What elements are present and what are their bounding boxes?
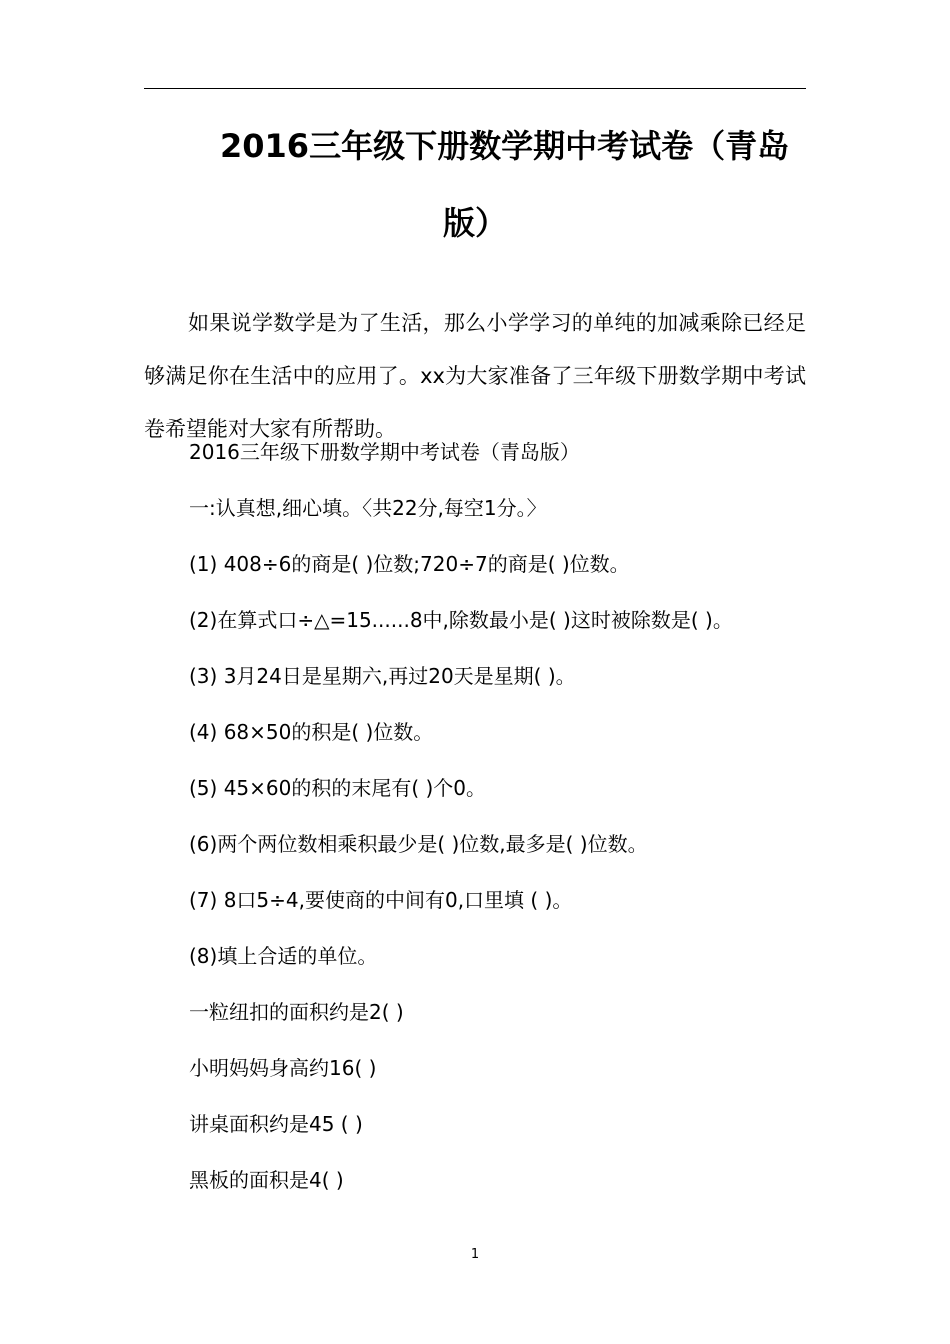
- question-list: [189, 434, 806, 1218]
- question-line: 讲桌面积约是45 ( ): [189, 1112, 363, 1136]
- subtitle-line: 2016三年级下册数学期中考试卷（青岛版）: [189, 440, 580, 464]
- question-line: (5) 45×60的积的末尾有( )个0。: [189, 776, 487, 800]
- question-line: (8)填上合适的单位。: [189, 944, 378, 968]
- question-line: 一粒纽扣的面积约是2( ): [189, 1000, 404, 1024]
- question-line: (1) 408÷6的商是( )位数;720÷7的商是( )位数。: [189, 552, 630, 576]
- question-line: 黑板的面积是4( ): [189, 1168, 344, 1192]
- header-rule: [144, 88, 806, 89]
- section-heading: 一:认真想,细心填。〈共22分,每空1分。〉: [189, 496, 547, 520]
- page-number: 1: [470, 1247, 480, 1262]
- question-line: (3) 3月24日是星期六,再过20天是星期( )。: [189, 664, 576, 688]
- document-title-line-2: 版）: [442, 204, 507, 242]
- question-line: (7) 8口5÷4,要使商的中间有0,口里填 ( )。: [189, 888, 573, 912]
- question-line: (6)两个两位数相乘积最少是( )位数,最多是( )位数。: [189, 832, 648, 856]
- intro-paragraph: 如果说学数学是为了生活，那么小学学习的单纯的加减乘除已经足够满足你在生活中的应用了。xx为大家准备了三年级下册数学期中考试卷希望能对大家有所帮助。: [144, 311, 806, 441]
- question-line: (4) 68×50的积是( )位数。: [189, 720, 434, 744]
- document-title-line-1: 2016三年级下册数学期中考试卷（青岛: [220, 127, 790, 165]
- question-line: (2)在算式口÷△=15......8中,除数最小是( )这时被除数是( )。: [189, 608, 733, 632]
- question-line: 小明妈妈身高约16( ): [189, 1056, 377, 1080]
